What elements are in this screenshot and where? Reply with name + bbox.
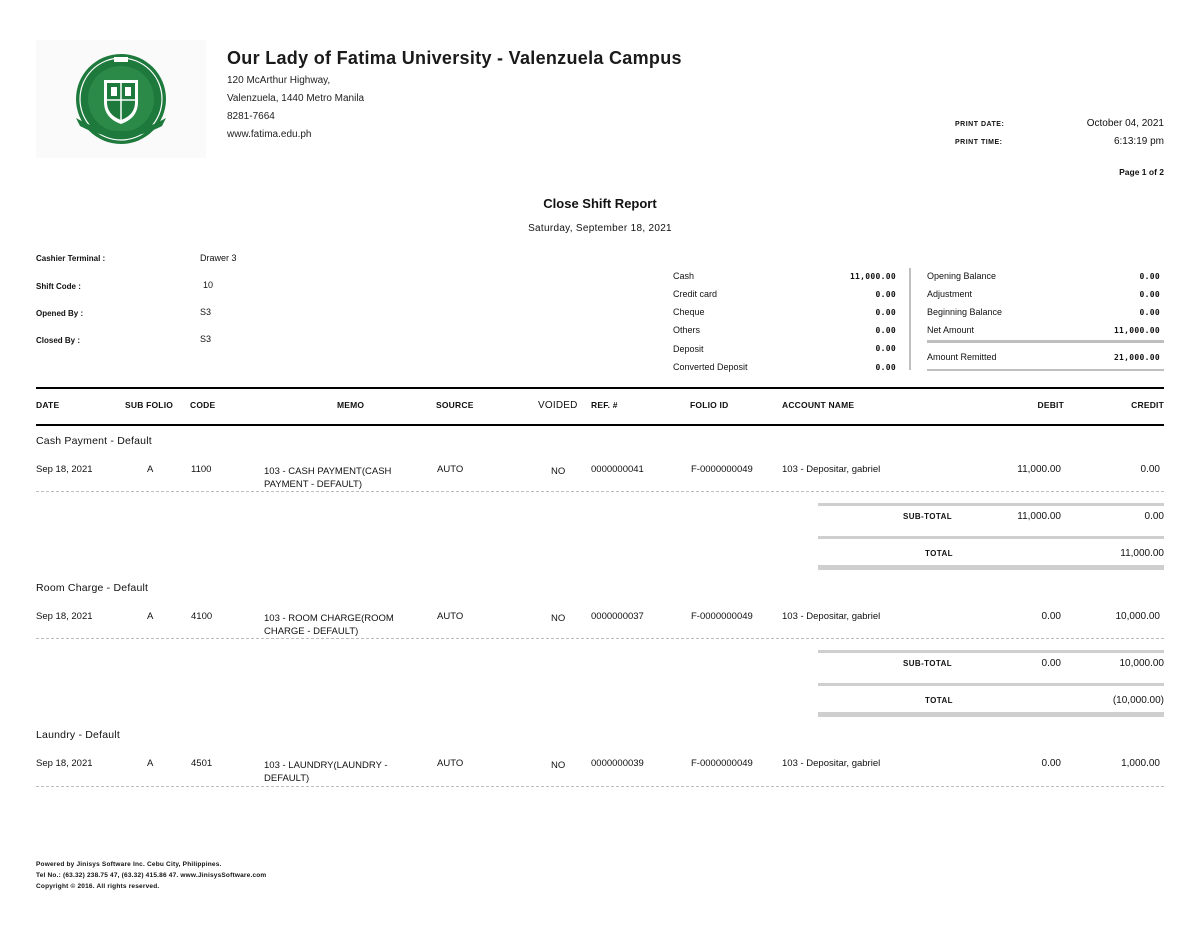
- row-voided: NO: [551, 466, 566, 477]
- subtotal-debit: 11,000.00: [1017, 511, 1061, 522]
- university-seal-icon: [36, 40, 206, 158]
- payment-deposit-value: 0.00: [875, 344, 896, 353]
- row-account-name: 103 - Depositar, gabriel: [782, 611, 881, 622]
- opened-by-label: Opened By :: [36, 309, 84, 318]
- row-credit: 0.00: [1140, 464, 1160, 475]
- total-value: (10,000.00): [1112, 695, 1164, 706]
- col-debit: DEBIT: [1037, 400, 1064, 410]
- payment-credit-card-label: Credit card: [673, 289, 718, 299]
- row-debit: 0.00: [1041, 758, 1061, 769]
- payment-cheque-label: Cheque: [673, 307, 705, 317]
- row-memo: 103 - ROOM CHARGE(ROOM CHARGE - DEFAULT): [264, 613, 394, 637]
- total-bottom-rule: [818, 565, 1164, 570]
- amount-remitted-rule: [927, 369, 1164, 371]
- shift-code-value: 10: [203, 280, 214, 290]
- total-top-rule: [818, 536, 1164, 539]
- col-sub-folio: SUB FOLIO: [125, 400, 174, 410]
- address-line-2: Valenzuela, 1440 Metro Manila: [227, 93, 365, 104]
- subtotal-label: SUB-TOTAL: [903, 512, 953, 521]
- report-title: Close Shift Report: [543, 196, 657, 211]
- total-label: TOTAL: [925, 696, 953, 705]
- col-source: SOURCE: [436, 400, 474, 410]
- row-sub-folio: A: [147, 611, 154, 622]
- row-account-name: 103 - Depositar, gabriel: [782, 464, 881, 475]
- col-folio-id: FOLIO ID: [690, 400, 729, 410]
- col-memo: MEMO: [337, 400, 365, 410]
- footer-copyright: Copyright © 2016. All rights reserved.: [36, 883, 160, 890]
- group-title: Room Charge - Default: [36, 582, 149, 594]
- row-credit: 10,000.00: [1115, 611, 1160, 622]
- total-value: 11,000.00: [1120, 548, 1164, 559]
- row-source: AUTO: [437, 611, 464, 622]
- print-date-label: PRINT DATE:: [955, 121, 1005, 128]
- row-memo: 103 - CASH PAYMENT(CASH PAYMENT - DEFAULT): [264, 466, 392, 490]
- row-date: Sep 18, 2021: [36, 464, 93, 475]
- row-debit: 11,000.00: [1017, 464, 1061, 475]
- row-ref: 0000000037: [591, 611, 644, 622]
- payment-converted-deposit-label: Converted Deposit: [673, 362, 748, 372]
- payment-cash-label: Cash: [673, 271, 695, 281]
- subtotal-credit: 10,000.00: [1119, 658, 1164, 669]
- payment-deposit-label: Deposit: [673, 344, 704, 354]
- subtotal-debit: 0.00: [1041, 658, 1061, 669]
- col-credit: CREDIT: [1131, 400, 1164, 410]
- payment-others-value: 0.00: [875, 326, 896, 335]
- row-code: 4501: [191, 758, 213, 769]
- row-source: AUTO: [437, 464, 464, 475]
- address-line-1: 120 McArthur Highway,: [227, 75, 331, 86]
- row-memo: 103 - LAUNDRY(LAUNDRY - DEFAULT): [264, 760, 388, 784]
- row-divider: [36, 638, 1164, 639]
- row-sub-folio: A: [147, 758, 154, 769]
- row-folio-id: F-0000000049: [691, 611, 753, 622]
- payment-cheque-value: 0.00: [875, 308, 896, 317]
- print-time-value: 6:13:19 pm: [1113, 136, 1164, 147]
- row-divider: [36, 491, 1164, 492]
- beginning-balance-label: Beginning Balance: [927, 307, 1003, 317]
- subtotal-credit: 0.00: [1144, 511, 1164, 522]
- row-code: 4100: [191, 611, 213, 622]
- adjustment-value: 0.00: [1139, 290, 1160, 299]
- footer-contact: Tel No.: (63.32) 238.75 47, (63.32) 415.86 47. www.JinisysSoftware.com: [36, 872, 267, 879]
- row-ref: 0000000041: [591, 464, 644, 475]
- table-top-rule: [36, 387, 1164, 389]
- closed-by-value: S3: [200, 334, 212, 344]
- report-date: Saturday, September 18, 2021: [528, 223, 672, 234]
- adjustment-label: Adjustment: [927, 289, 973, 299]
- summary-divider: [909, 268, 911, 370]
- row-debit: 0.00: [1041, 611, 1061, 622]
- net-amount-value: 11,000.00: [1113, 326, 1160, 335]
- website-link[interactable]: www.fatima.edu.ph: [227, 129, 312, 140]
- row-folio-id: F-0000000049: [691, 464, 753, 475]
- print-time-label: PRINT TIME:: [955, 139, 1003, 146]
- cashier-terminal-label: Cashier Terminal :: [36, 254, 106, 263]
- row-folio-id: F-0000000049: [691, 758, 753, 769]
- organization-name: Our Lady of Fatima University - Valenzuela Campus: [227, 48, 682, 68]
- group-title: Laundry - Default: [36, 729, 120, 741]
- subtotal-label: SUB-TOTAL: [903, 659, 953, 668]
- opening-balance-label: Opening Balance: [927, 271, 997, 281]
- group-title: Cash Payment - Default: [36, 435, 152, 447]
- net-amount-rule: [927, 340, 1164, 343]
- col-voided: VOIDED: [538, 400, 578, 411]
- phone-number: 8281-7664: [227, 111, 275, 122]
- row-date: Sep 18, 2021: [36, 611, 93, 622]
- cashier-terminal-value: Drawer 3: [200, 253, 237, 263]
- subtotal-rule: [818, 503, 1164, 506]
- payment-others-label: Others: [673, 325, 701, 335]
- footer-powered-by: Powered by Jinisys Software Inc. Cebu City, Philippines.: [36, 861, 222, 868]
- beginning-balance-value: 0.00: [1139, 308, 1160, 317]
- amount-remitted-value: 21,000.00: [1113, 353, 1160, 362]
- col-code: CODE: [190, 400, 216, 410]
- opened-by-value: S3: [200, 307, 212, 317]
- row-voided: NO: [551, 613, 566, 624]
- row-ref: 0000000039: [591, 758, 644, 769]
- row-account-name: 103 - Depositar, gabriel: [782, 758, 881, 769]
- row-date: Sep 18, 2021: [36, 758, 93, 769]
- row-source: AUTO: [437, 758, 464, 769]
- university-logo: [36, 40, 206, 158]
- row-voided: NO: [551, 760, 566, 771]
- net-amount-label: Net Amount: [927, 325, 975, 335]
- closed-by-label: Closed By :: [36, 336, 81, 345]
- opening-balance-value: 0.00: [1139, 272, 1160, 281]
- subtotal-rule: [818, 650, 1164, 653]
- amount-remitted-label: Amount Remitted: [927, 352, 997, 362]
- row-sub-folio: A: [147, 464, 154, 475]
- payment-credit-card-value: 0.00: [875, 290, 896, 299]
- table-header-rule: [36, 424, 1164, 426]
- total-label: TOTAL: [925, 549, 953, 558]
- print-date-value: October 04, 2021: [1086, 118, 1164, 129]
- shift-code-label: Shift Code :: [36, 282, 81, 291]
- row-credit: 1,000.00: [1121, 758, 1160, 769]
- col-ref: REF. #: [591, 400, 618, 410]
- col-date: DATE: [36, 400, 60, 410]
- total-top-rule: [818, 683, 1164, 686]
- payment-converted-deposit-value: 0.00: [875, 363, 896, 372]
- total-bottom-rule: [818, 712, 1164, 717]
- page-indicator: Page 1 of 2: [1119, 167, 1164, 177]
- row-code: 1100: [191, 464, 212, 475]
- row-divider: [36, 786, 1164, 787]
- payment-cash-value: 11,000.00: [849, 272, 896, 281]
- col-account-name: ACCOUNT NAME: [782, 400, 855, 410]
